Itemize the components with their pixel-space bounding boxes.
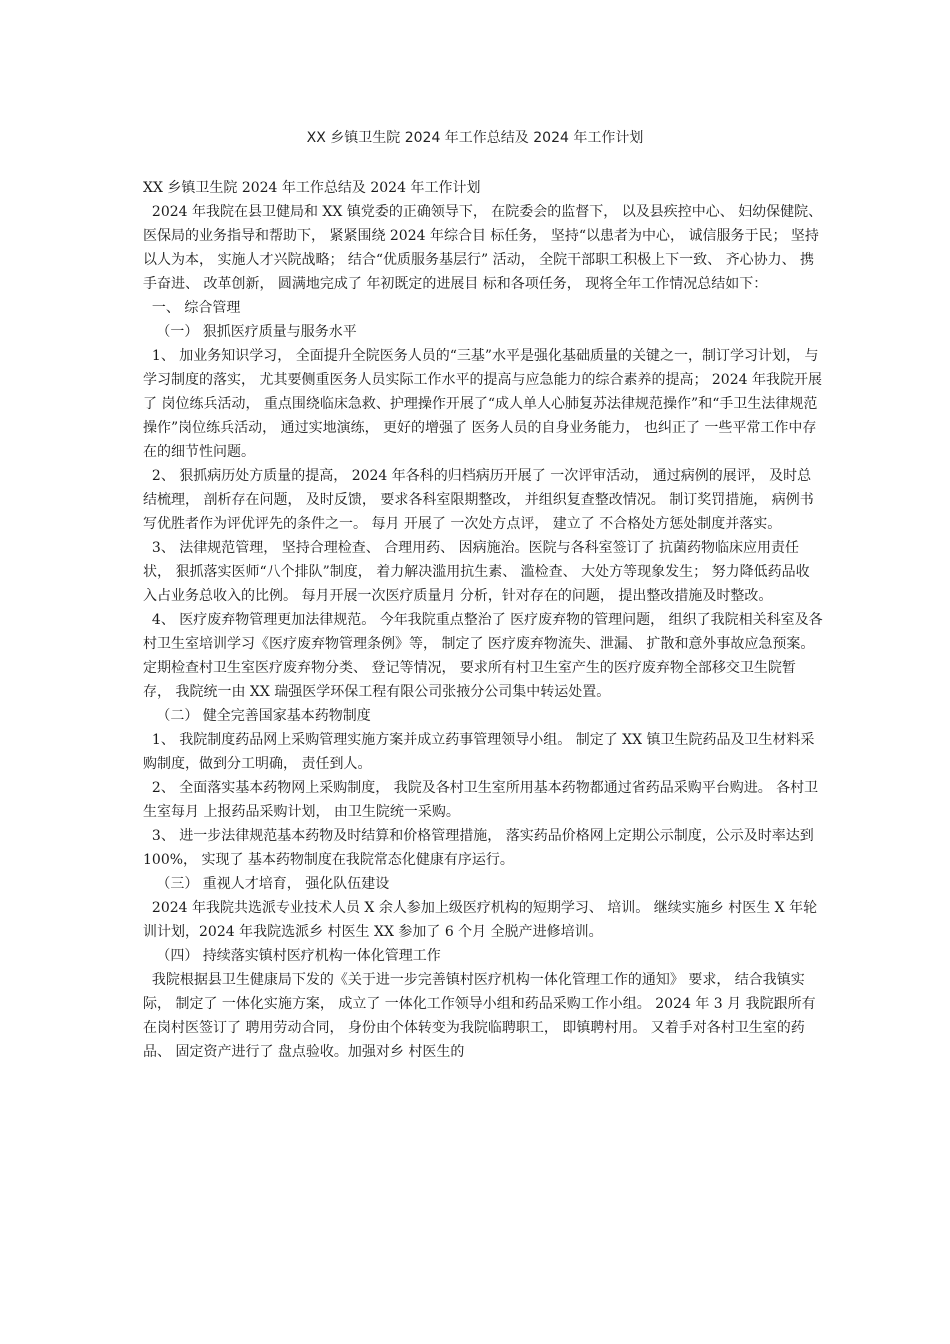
- subsection-heading: （二） 健全完善国家基本药物制度: [143, 708, 371, 724]
- paragraph: 3、 法律规范管理， 坚持合理检查、 合理用药、 因病施治。医院与各科室签订了 抗菌药物临床应用责任状， 狠抓落实医师“八个排队”制度， 着力解决滥用抗生素、 滥检查、 大处方等现象发生； 努力降低药品收入占业务总收入的比例。 每月开展一次医疗质量月 分析，针对存在的问题， 提出整改措施及时整改。: [143, 540, 810, 604]
- intro-paragraph: 2024 年我院在县卫健局和 XX 镇党委的正确领导下， 在院委会的监督下， 以及县疾控中心、 妇幼保健院、 医保局的业务指导和帮助下， 紧紧围绕 2024 年综合目 标任务， 坚持“以患者为中心， 诚信服务于民； 坚持以人为本， 实施人才兴院战略； 结合“优质服务基层行” 活动， 全院干部职工积极上下一致、 齐心协力、 携手奋进、 改革创新， 圆满地完成了 年初既定的进展目 标和各项任务， 现将全年工作情况总结如下：: [143, 204, 827, 292]
- paragraph: 3、 进一步法律规范基本药物及时结算和价格管理措施， 落实药品价格网上定期公示制度，公示及时率达到 100%， 实现了 基本药物制度在我院常态化健康有序运行。: [143, 828, 819, 868]
- document-body: [143, 176, 827, 1064]
- subsection-heading: （四） 持续落实镇村医疗机构一体化管理工作: [143, 948, 441, 964]
- section-heading: 一、 综合管理: [143, 300, 241, 316]
- paragraph: 1、 加业务知识学习， 全面提升全院医务人员的“三基”水平是强化基础质量的关键之一，制订学习计划， 与学习制度的落实， 尤其要侧重医务人员实际工作水平的提高与应急能力的综合素养的提高； 2024 年我院开展了 岗位练兵活动， 重点围绕临床急救、护理操作开展了“成人单人心肺复苏法律规范操作”和“手卫生法律规范操作”岗位练兵活动， 通过实地演练， 更好的增强了 医务人员的自身业务能力， 也纠正了 一些平常工作中存在的细节性问题。: [143, 348, 822, 460]
- subsection-heading: （一） 狠抓医疗质量与服务水平: [143, 324, 357, 340]
- paragraph: 2、 全面落实基本药物网上采购制度， 我院及各村卫生室所用基本药物都通过省药品采购平台购进。 各村卫生室每月 上报药品采购计划， 由卫生院统一采购。: [143, 780, 819, 820]
- paragraph: 2024 年我院共选派专业技术人员 X 余人参加上级医疗机构的短期学习、 培训。 继续实施乡 村医生 X 年轮训计划，2024 年我院选派乡 村医生 XX 参加了 6 个月 全脱产进修培训。: [143, 900, 818, 940]
- paragraph: 2、 狠抓病历处方质量的提高， 2024 年各科的归档病历开展了 一次评审活动， 通过病例的展评， 及时总结梳理， 剖析存在问题， 及时反馈， 要求各科室限期整改， 并组织复查整改情况。 制订奖罚措施， 病例书写优胜者作为评优评先的条件之一。 每月 开展了 一次处方点评， 建立了 不合格处方惩处制度并落实。: [143, 468, 814, 532]
- paragraph: 我院根据县卫生健康局下发的《关于进一步完善镇村医疗机构一体化管理工作的通知》 要求， 结合我镇实际， 制定了 一体化实施方案， 成立了 一体化工作领导小组和药品采购工作小组。 2024 年 3 月 我院跟所有在岗村医签订了 聘用劳动合同， 身份由个体转变为我院临聘职工， 即镇聘村用。 又着手对各村卫生室的药品、 固定资产进行了 盘点验收。加强对乡 村医生的: [143, 972, 816, 1060]
- paragraph: 4、 医疗废弃物管理更加法律规范。 今年我院重点整治了 医疗废弃物的管理问题， 组织了我院相关科室及各村卫生室培训学习《医疗废弃物管理条例》等， 制定了 医疗废弃物流失、泄漏、 扩散和意外事故应急预案。 定期检查村卫生室医疗废弃物分类、 登记等情况， 要求所有村卫生室产生的医疗废弃物全部移交卫生院暂存， 我院统一由 XX 瑞强医学环保工程有限公司张掖分公司集中转运处置。: [143, 612, 823, 700]
- subsection-heading: （三） 重视人才培育， 强化队伍建设: [143, 876, 390, 892]
- document-title: XX 乡镇卫生院 2024 年工作总结及 2024 年工作计划: [306, 130, 644, 146]
- paragraph: 1、 我院制度药品网上采购管理实施方案并成立药事管理领导小组。 制定了 XX 镇卫生院药品及卫生材料采购制度，做到分工明确， 责任到人。: [143, 732, 815, 772]
- body-heading: XX 乡镇卫生院 2024 年工作总结及 2024 年工作计划: [143, 180, 481, 196]
